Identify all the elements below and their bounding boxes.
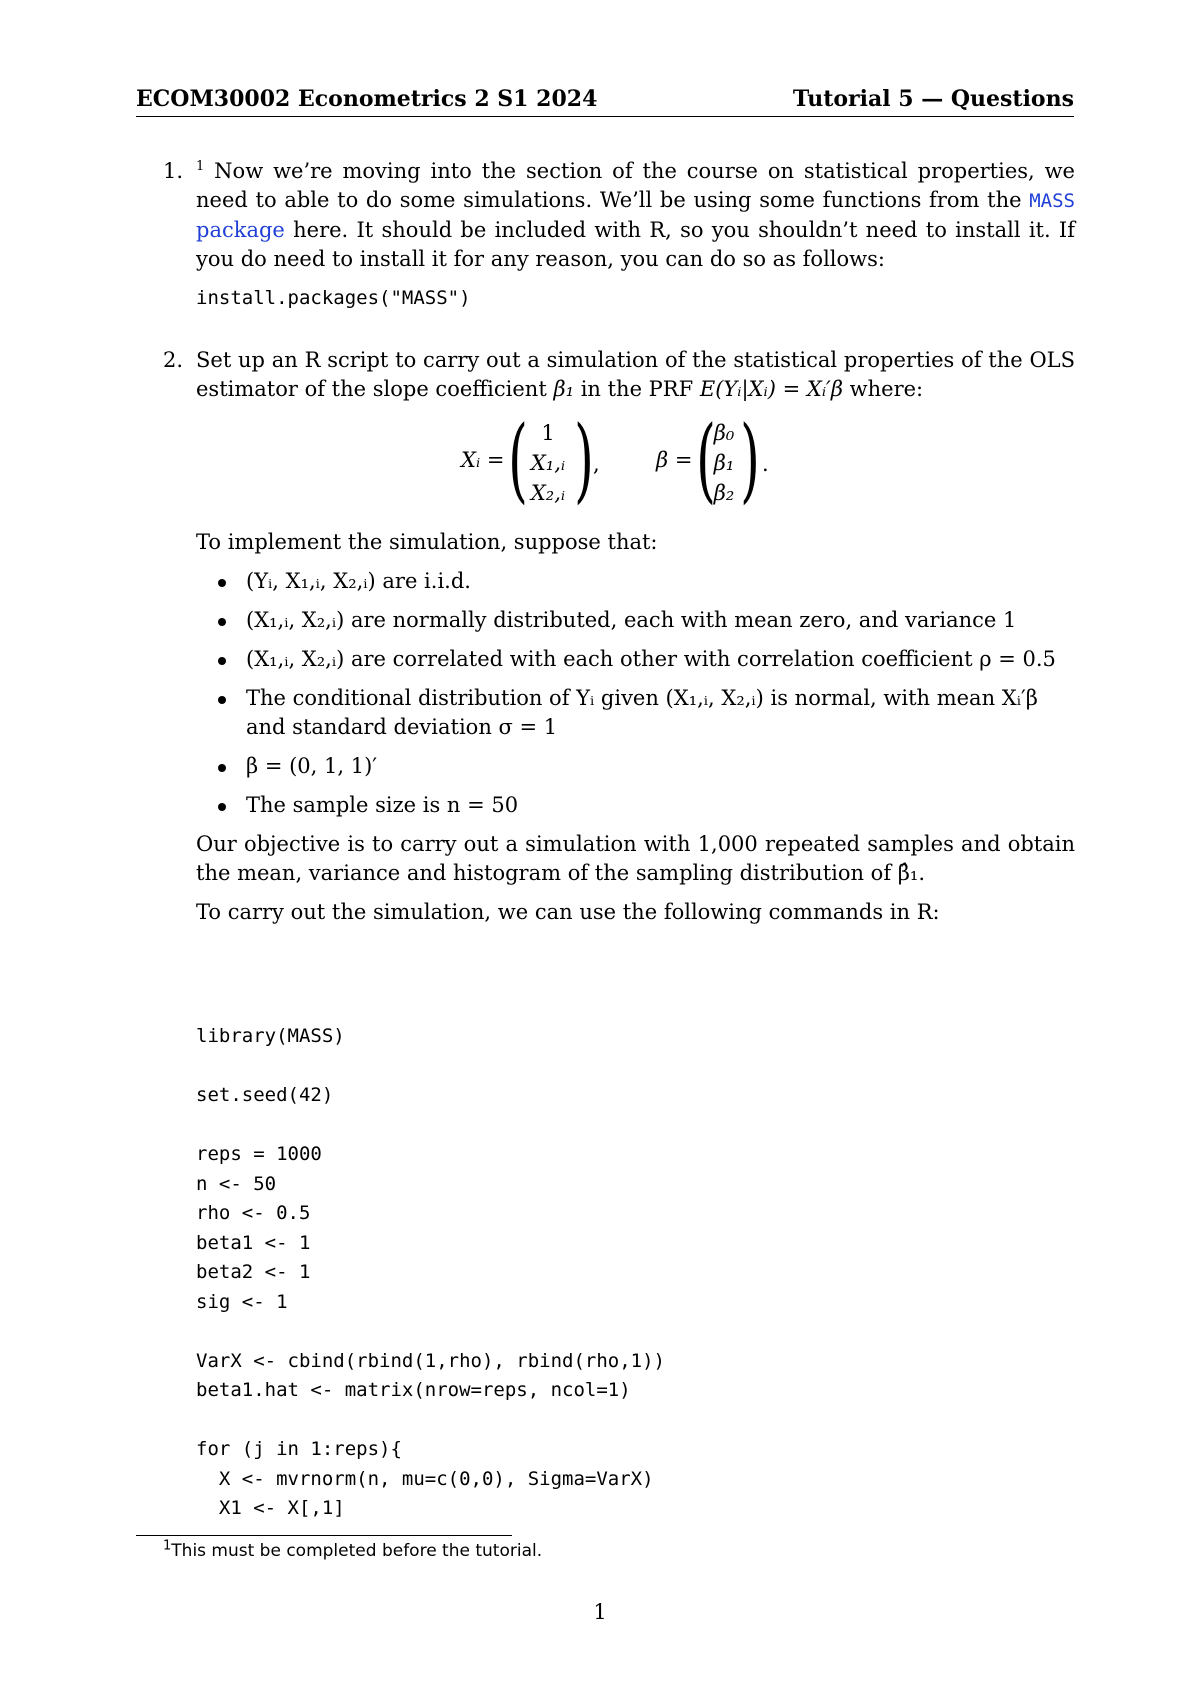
- footnote-marker[interactable]: 1: [196, 159, 205, 174]
- code-line: beta1 <- 1: [196, 1231, 311, 1254]
- tutorial-title: Tutorial 5 — Questions: [792, 86, 1074, 112]
- code-line: set.seed(42): [196, 1084, 334, 1106]
- assumptions-list: [218, 567, 1075, 820]
- r-code-block: [196, 1022, 665, 1524]
- page-header: [136, 84, 1074, 117]
- list-item: (X₁,ᵢ, X₂,ᵢ) are normally distributed, each with mean zero, and variance 1: [218, 606, 1075, 635]
- question-2: [163, 346, 1075, 937]
- question-number: 2.: [163, 348, 184, 372]
- question-number: 1.: [163, 159, 184, 183]
- question-2-intro: Set up an R script to carry out a simulation of the statistical properties of the OLS estimator of the slope coefficient β₁ in the PRF E(Yᵢ|Xᵢ) = Xᵢ′β where:: [196, 348, 1075, 401]
- code-line: [196, 1406, 665, 1436]
- list-item: β = (0, 1, 1)′: [218, 752, 1075, 781]
- code-line: X1 <- X[,1]: [196, 1497, 345, 1519]
- matrix-beta: ( β₀ β₁ β₂ ): [696, 406, 760, 513]
- question-1: [163, 157, 1075, 323]
- matrix-x: ( 1 X₁,ᵢ X₂,ᵢ ): [508, 406, 594, 513]
- list-item: The conditional distribution of Yᵢ given (X₁,ᵢ, X₂,ᵢ) is normal, with mean Xᵢ′β and standard deviation σ = 1: [218, 684, 1075, 742]
- code-line: library(MASS): [196, 1025, 345, 1047]
- list-item: The sample size is n = 50: [218, 791, 1075, 820]
- objective-text: Our objective is to carry out a simulation with 1,000 repeated samples and obtain the mean, variance and histogram of the sampling distribution of β̂₁.: [196, 832, 1075, 885]
- footnote: $^1$This must be completed before the tutorial.: [163, 1538, 543, 1561]
- code-line: VarX <- cbind(rbind(1,rho), rbind(rho,1)): [196, 1349, 665, 1372]
- code-line: for (j in 1:reps){: [196, 1438, 402, 1460]
- course-title: ECOM30002 Econometrics 2 S1 2024: [136, 86, 598, 112]
- list-item: (Yᵢ, X₁,ᵢ, X₂,ᵢ) are i.i.d.: [218, 567, 1075, 596]
- code-line: beta2 <- 1: [196, 1261, 311, 1283]
- commands-text: To carry out the simulation, we can use the following commands in R:: [196, 900, 940, 924]
- code-line: [196, 1317, 665, 1347]
- install-command: install.packages("MASS"): [196, 287, 471, 309]
- matrix-beta-label: β =: [656, 448, 693, 472]
- matrix-x-label: Xᵢ =: [461, 448, 505, 472]
- implement-text: To implement the simulation, suppose that:: [196, 530, 658, 554]
- footnote-divider: [136, 1535, 512, 1536]
- list-item: (X₁,ᵢ, X₂,ᵢ) are correlated with each other with correlation coefficient ρ = 0.5: [218, 645, 1075, 674]
- code-line: rho <- 0.5: [196, 1202, 311, 1224]
- question-1-text: $^1$ Now we’re moving into the section of the course on statistical properties, we need to able to do some simulations. We’ll be using some functions from the MASS package here. It should be included with R, so you shouldn’t need to install it. If you do need to install it for any reason, you can do so as follows:: [196, 159, 1075, 271]
- code-line: n <- 50: [196, 1172, 277, 1195]
- page-number: 1: [593, 1600, 607, 1624]
- code-line: [196, 1111, 665, 1141]
- matrix-display: Xᵢ = ( 1 X₁,ᵢ X₂,ᵢ ) , β = ( β₀ β₁ β₂ ) .: [461, 406, 769, 513]
- code-line: sig <- 1: [196, 1290, 288, 1313]
- mass-package-link[interactable]: MASS package: [196, 190, 1075, 242]
- code-line: [196, 1052, 665, 1082]
- code-line: beta1.hat <- matrix(nrow=reps, ncol=1): [196, 1379, 631, 1401]
- code-line: reps = 1000: [196, 1143, 322, 1165]
- code-line: X <- mvrnorm(n, mu=c(0,0), Sigma=VarX): [196, 1467, 654, 1490]
